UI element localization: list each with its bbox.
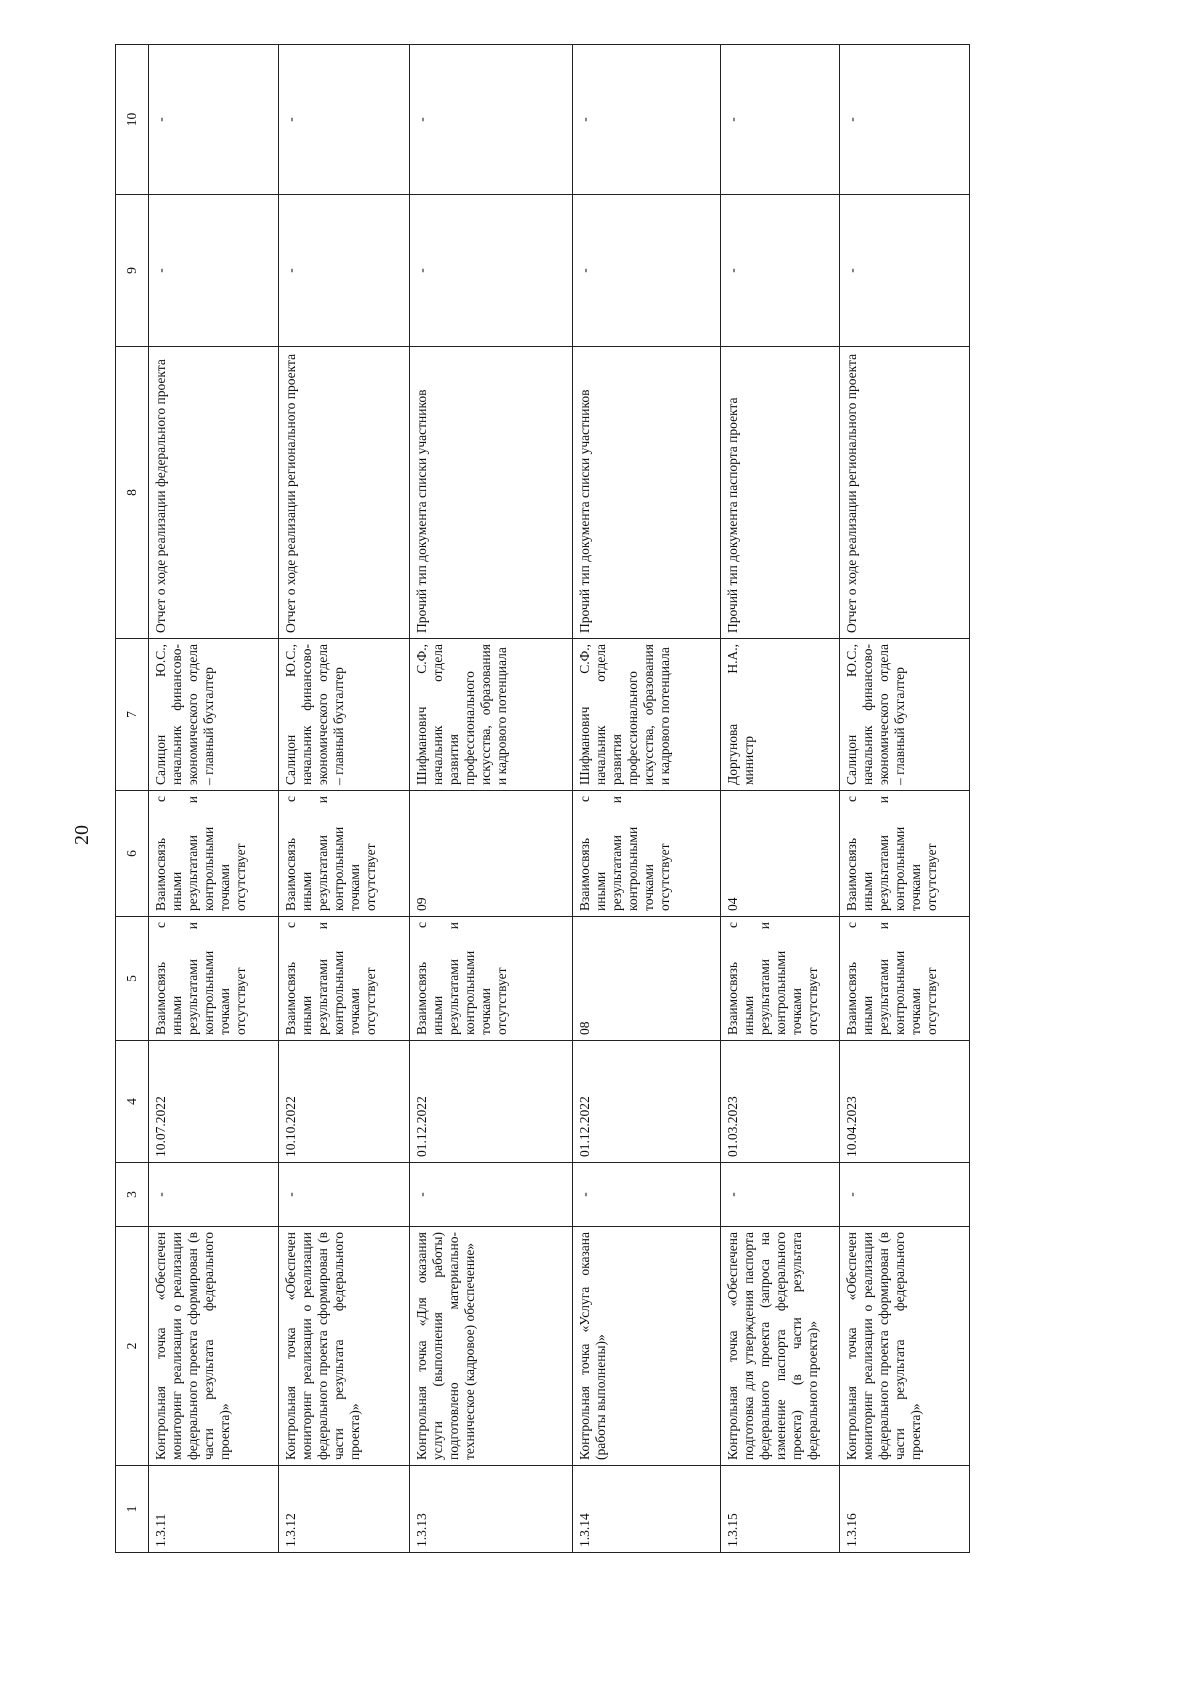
column-header-8: 8 bbox=[116, 347, 149, 639]
cell-col-8: Отчет о ходе реализации регионального проекта bbox=[839, 347, 970, 639]
cell-col-7: Салицон Ю.С., начальник финансово-экономического отдела – главный бухгалтер bbox=[149, 639, 279, 791]
cell-col-2: Контрольная точка «Обеспечен мониторинг реализации о реализации федерального проекта сформирован (в части результата федерального проекта)» bbox=[839, 1227, 970, 1466]
cell-col-3: - bbox=[279, 1163, 409, 1227]
cell-col-9: - bbox=[572, 195, 720, 347]
cell-col-6: Взаимосвязь с иными результатами и контрольными точками отсутствует bbox=[279, 791, 409, 917]
cell-col-5: Взаимосвязь с иными результатами и контрольными точками отсутствует bbox=[721, 917, 839, 1041]
cell-col-6: Взаимосвязь с иными результатами и контрольными точками отсутствует bbox=[149, 791, 279, 917]
column-header-10: 10 bbox=[116, 45, 149, 195]
cell-col-9: - bbox=[839, 195, 970, 347]
cell-col-4: 10.10.2022 bbox=[279, 1041, 409, 1163]
cell-col-5: Взаимосвязь с иными результатами и контрольными точками отсутствует bbox=[149, 917, 279, 1041]
cell-col-10: - bbox=[149, 45, 279, 195]
table-row bbox=[721, 45, 839, 1553]
cell-col-3: - bbox=[149, 1163, 279, 1227]
cell-col-8: Прочий тип документа списки участников bbox=[572, 347, 720, 639]
cell-col-7: Шифманович С.Ф., начальник отдела развития профессионального искусства, образования и кадрового потенциала bbox=[409, 639, 572, 791]
cell-col-6: Взаимосвязь с иными результатами и контрольными точками отсутствует bbox=[572, 791, 720, 917]
cell-col-5: Взаимосвязь с иными результатами и контрольными точками отсутствует bbox=[279, 917, 409, 1041]
table-row bbox=[572, 45, 720, 1553]
cell-col-2: Контрольная точка «Обеспечена подготовка для утверждения паспорта федерального проекта (запроса на изменение паспорта федерального проекта) (в части результата федерального проекта)» bbox=[721, 1227, 839, 1466]
control-points-table bbox=[115, 44, 970, 1553]
column-header-5: 5 bbox=[116, 917, 149, 1041]
cell-col-4: 01.03.2023 bbox=[721, 1041, 839, 1163]
cell-col-5: Взаимосвязь с иными результатами и контрольными точками отсутствует bbox=[409, 917, 572, 1041]
cell-col-3: - bbox=[409, 1163, 572, 1227]
cell-col-7: Доргунова Н.А., министр bbox=[721, 639, 839, 791]
table-body bbox=[149, 45, 970, 1553]
table-row bbox=[149, 45, 279, 1553]
table-row bbox=[409, 45, 572, 1553]
column-header-3: 3 bbox=[116, 1163, 149, 1227]
cell-col-5: Взаимосвязь с иными результатами и контрольными точками отсутствует bbox=[839, 917, 970, 1041]
cell-col-4: 10.07.2022 bbox=[149, 1041, 279, 1163]
header-row bbox=[116, 45, 149, 1553]
cell-col-1: 1.3.16 bbox=[839, 1466, 970, 1553]
column-header-9: 9 bbox=[116, 195, 149, 347]
cell-col-8: Прочий тип документа списки участников bbox=[409, 347, 572, 639]
cell-col-10: - bbox=[409, 45, 572, 195]
table-row bbox=[839, 45, 970, 1553]
cell-col-1: 1.3.14 bbox=[572, 1466, 720, 1553]
cell-col-10: - bbox=[721, 45, 839, 195]
cell-col-8: Отчет о ходе реализации федерального проекта bbox=[149, 347, 279, 639]
cell-col-7: Шифманович С.Ф., начальник отдела развития профессионального искусства, образования и кадрового потенциала bbox=[572, 639, 720, 791]
cell-col-3: - bbox=[572, 1163, 720, 1227]
cell-col-5: 08 bbox=[572, 917, 720, 1041]
cell-col-9: - bbox=[149, 195, 279, 347]
cell-col-10: - bbox=[839, 45, 970, 195]
cell-col-2: Контрольная точка «Услуга оказана (работы выполнены)» bbox=[572, 1227, 720, 1466]
cell-col-1: 1.3.13 bbox=[409, 1466, 572, 1553]
table-row bbox=[279, 45, 409, 1553]
cell-col-7: Салицон Ю.С., начальник финансово-экономического отдела – главный бухгалтер bbox=[839, 639, 970, 791]
cell-col-8: Отчет о ходе реализации регионального проекта bbox=[279, 347, 409, 639]
column-header-6: 6 bbox=[116, 791, 149, 917]
cell-col-3: - bbox=[721, 1163, 839, 1227]
cell-col-6: 04 bbox=[721, 791, 839, 917]
cell-col-7: Салицон Ю.С., начальник финансово-экономического отдела – главный бухгалтер bbox=[279, 639, 409, 791]
cell-col-9: - bbox=[409, 195, 572, 347]
cell-col-9: - bbox=[721, 195, 839, 347]
cell-col-1: 1.3.15 bbox=[721, 1466, 839, 1553]
cell-col-2: Контрольная точка «Обеспечен мониторинг реализации о реализации федерального проекта сформирован (в части результата федерального проекта)» bbox=[149, 1227, 279, 1466]
cell-col-10: - bbox=[572, 45, 720, 195]
cell-col-3: - bbox=[839, 1163, 970, 1227]
cell-col-4: 01.12.2022 bbox=[572, 1041, 720, 1163]
column-header-7: 7 bbox=[116, 639, 149, 791]
cell-col-10: - bbox=[279, 45, 409, 195]
cell-col-4: 10.04.2023 bbox=[839, 1041, 970, 1163]
cell-col-6: Взаимосвязь с иными результатами и контрольными точками отсутствует bbox=[839, 791, 970, 917]
cell-col-2: Контрольная точка «Для оказания услуги (выполнения работы) подготовлено материально-техническое (кадровое) обеспечение» bbox=[409, 1227, 572, 1466]
cell-col-1: 1.3.12 bbox=[279, 1466, 409, 1553]
rotated-table-container bbox=[115, 45, 970, 1553]
column-header-2: 2 bbox=[116, 1227, 149, 1466]
cell-col-4: 01.12.2022 bbox=[409, 1041, 572, 1163]
column-header-4: 4 bbox=[116, 1041, 149, 1163]
cell-col-6: 09 bbox=[409, 791, 572, 917]
page-number: 20 bbox=[71, 825, 93, 845]
cell-col-1: 1.3.11 bbox=[149, 1466, 279, 1553]
cell-col-2: Контрольная точка «Обеспечен мониторинг реализации о реализации федерального проекта сформирован (в части результата федерального проекта)» bbox=[279, 1227, 409, 1466]
column-header-1: 1 bbox=[116, 1466, 149, 1553]
cell-col-9: - bbox=[279, 195, 409, 347]
cell-col-8: Прочий тип документа паспорта проекта bbox=[721, 347, 839, 639]
